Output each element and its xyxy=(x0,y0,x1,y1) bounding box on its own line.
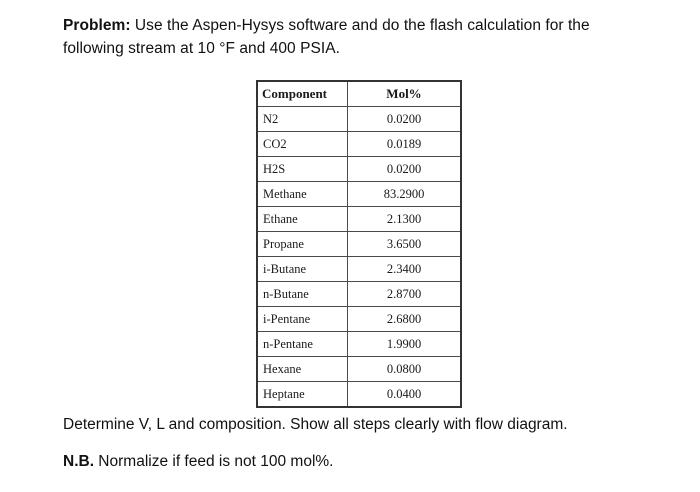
problem-line-1 xyxy=(63,14,663,37)
problem-label: Problem: xyxy=(63,17,131,34)
table-header-row xyxy=(257,81,461,107)
note-text: Normalize if feed is not 100 mol%. xyxy=(94,453,334,470)
component-cell: Methane xyxy=(257,182,348,207)
mol-percent-cell: 1.9900 xyxy=(348,332,462,357)
task-instruction: Determine V, L and composition. Show all steps clearly with flow diagram. xyxy=(63,416,568,433)
component-cell: n-Butane xyxy=(257,282,348,307)
feed-composition-table-wrap xyxy=(256,80,462,401)
table-row xyxy=(257,332,461,357)
component-cell: Heptane xyxy=(257,382,348,408)
table-row xyxy=(257,357,461,382)
header-mol-percent: Mol% xyxy=(348,81,462,107)
mol-percent-cell: 2.3400 xyxy=(348,257,462,282)
table-row xyxy=(257,107,461,132)
problem-statement xyxy=(63,14,663,60)
table-row xyxy=(257,282,461,307)
header-component: Component xyxy=(257,81,348,107)
table-row xyxy=(257,157,461,182)
normalization-note xyxy=(63,453,334,471)
component-cell: N2 xyxy=(257,107,348,132)
table-row xyxy=(257,182,461,207)
component-cell: i-Butane xyxy=(257,257,348,282)
table-row xyxy=(257,232,461,257)
table-row xyxy=(257,382,461,408)
problem-line-1-text: Use the Aspen-Hysys software and do the flash calculation for the xyxy=(130,17,590,34)
mol-percent-cell: 3.6500 xyxy=(348,232,462,257)
table-row xyxy=(257,207,461,232)
component-cell: CO2 xyxy=(257,132,348,157)
mol-percent-cell: 2.6800 xyxy=(348,307,462,332)
component-cell: Ethane xyxy=(257,207,348,232)
note-label: N.B. xyxy=(63,453,94,470)
mol-percent-cell: 83.2900 xyxy=(348,182,462,207)
component-cell: H2S xyxy=(257,157,348,182)
problem-line-2: following stream at 10 °F and 400 PSIA. xyxy=(63,40,340,57)
component-cell: Hexane xyxy=(257,357,348,382)
mol-percent-cell: 2.1300 xyxy=(348,207,462,232)
table-row xyxy=(257,132,461,157)
mol-percent-cell: 0.0189 xyxy=(348,132,462,157)
mol-percent-cell: 0.0400 xyxy=(348,382,462,408)
table-row xyxy=(257,307,461,332)
component-cell: i-Pentane xyxy=(257,307,348,332)
mol-percent-cell: 2.8700 xyxy=(348,282,462,307)
mol-percent-cell: 0.0200 xyxy=(348,157,462,182)
component-cell: n-Pentane xyxy=(257,332,348,357)
feed-composition-table xyxy=(256,80,462,408)
component-cell: Propane xyxy=(257,232,348,257)
table-row xyxy=(257,257,461,282)
mol-percent-cell: 0.0200 xyxy=(348,107,462,132)
mol-percent-cell: 0.0800 xyxy=(348,357,462,382)
